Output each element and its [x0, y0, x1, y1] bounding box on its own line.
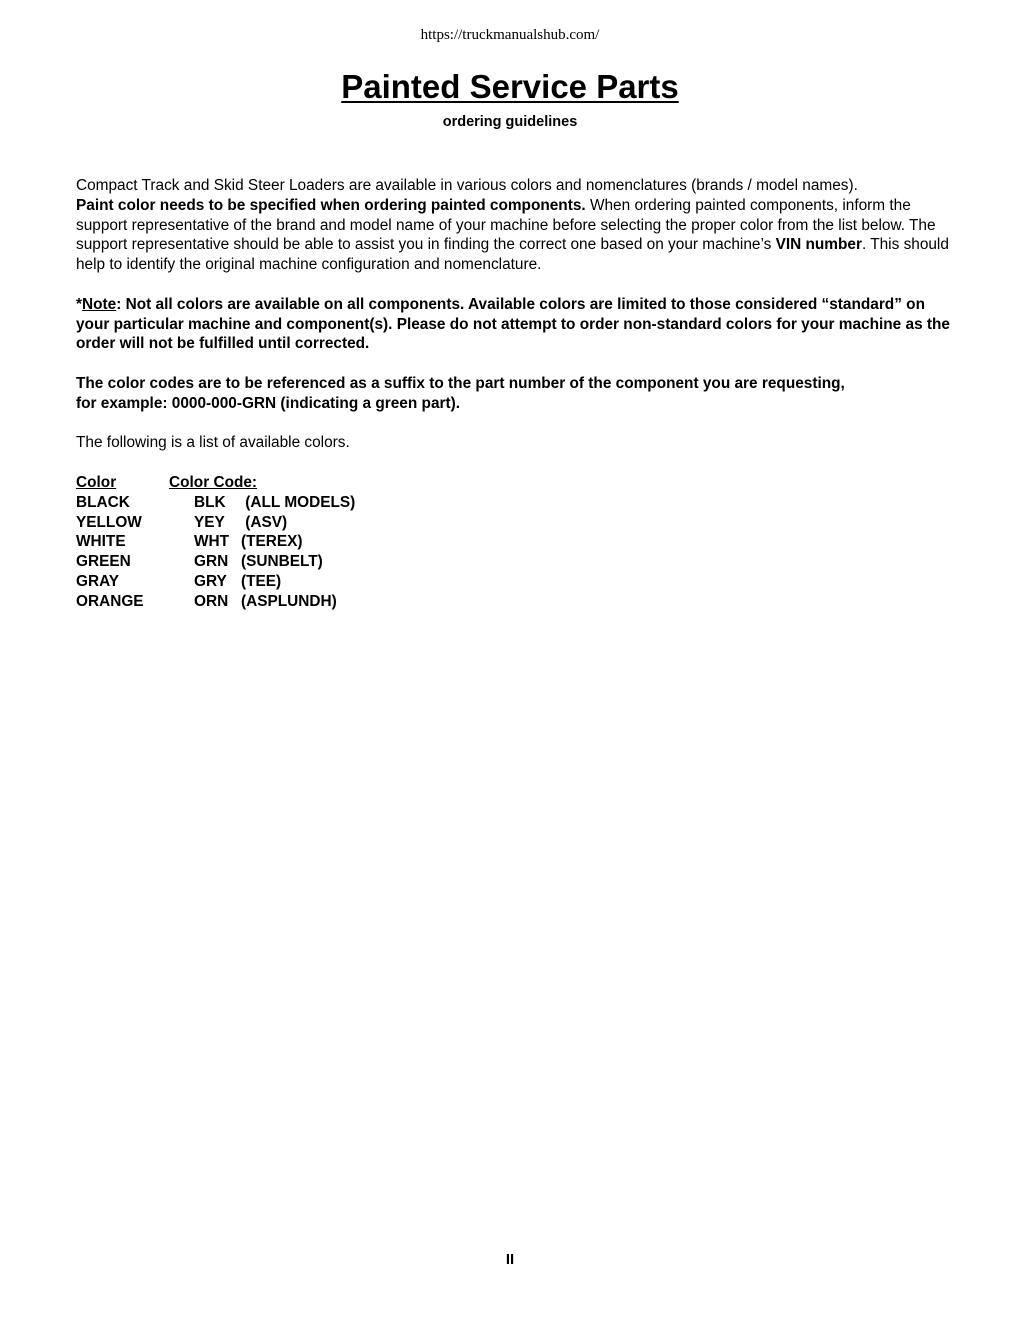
color-row	[76, 572, 956, 592]
suffix-paragraph	[76, 374, 956, 414]
color-brand: (SUNBELT)	[241, 553, 323, 571]
suffix-line-1: The color codes are to be referenced as a suffix to the part number of the component you are requesting,	[76, 374, 845, 392]
color-row	[76, 493, 956, 513]
intro-line-1: Compact Track and Skid Steer Loaders are available in various colors and nomenclatures (brands / model names).	[76, 177, 858, 194]
color-name: WHITE	[76, 533, 126, 551]
intro-text-mid: When ordering painted components, inform the support representative of the brand and model name of your machine before selecting the proper color from the list below. The support representative should be able to assist you in finding the correct one based on your machine’s	[76, 196, 936, 254]
color-brand: (ASV)	[241, 513, 288, 531]
intro-vin: VIN number	[775, 236, 862, 254]
color-code: GRY	[194, 572, 227, 590]
color-code: BLK	[194, 493, 226, 511]
document-body	[76, 176, 956, 612]
color-code: YEY	[194, 513, 225, 531]
color-row	[76, 552, 956, 572]
color-brand: (ALL MODELS)	[241, 493, 356, 511]
suffix-line-2: for example: 0000-000-GRN (indicating a green part).	[76, 394, 461, 412]
list-intro: The following is a list of available colors.	[76, 434, 350, 452]
note-label: Note	[82, 295, 117, 313]
color-row	[76, 592, 956, 612]
color-code: ORN	[194, 592, 229, 610]
color-name: YELLOW	[76, 513, 142, 531]
color-name: GREEN	[76, 553, 131, 571]
note-asterisk: *	[76, 295, 82, 313]
color-row	[76, 513, 956, 533]
color-brand: (TEREX)	[241, 533, 303, 551]
page-subtitle: ordering guidelines	[442, 114, 578, 130]
intro-bold-lead: Paint color needs to be specified when ordering painted components.	[76, 196, 586, 214]
color-row	[76, 532, 956, 552]
page-title: Painted Service Parts	[341, 68, 679, 105]
color-name: BLACK	[76, 493, 130, 511]
color-name: GRAY	[76, 572, 120, 590]
color-brand: (ASPLUNDH)	[241, 592, 337, 610]
color-brand: (TEE)	[241, 572, 282, 590]
note-text: : Not all colors are available on all components. Available colors are limited to those considered “standard” on your particular machine and component(s). Please do not attempt to order non-standard colors for your machine as the order will not be fulfilled until corrected.	[76, 295, 950, 353]
note-paragraph	[76, 295, 956, 354]
header-color: Color	[76, 473, 117, 491]
color-name: ORANGE	[76, 592, 144, 610]
page-number: II	[505, 1251, 515, 1268]
color-table-header	[76, 473, 956, 493]
intro-paragraph	[76, 176, 956, 275]
header-color-code: Color Code:	[169, 473, 258, 491]
intro-text-end: . This should help to identify the original machine configuration and nomenclature.	[76, 236, 949, 274]
color-table	[76, 473, 956, 612]
header-url: https://truckmanualshub.com/	[420, 27, 600, 43]
color-code: WHT	[194, 533, 230, 551]
color-code: GRN	[194, 553, 229, 571]
